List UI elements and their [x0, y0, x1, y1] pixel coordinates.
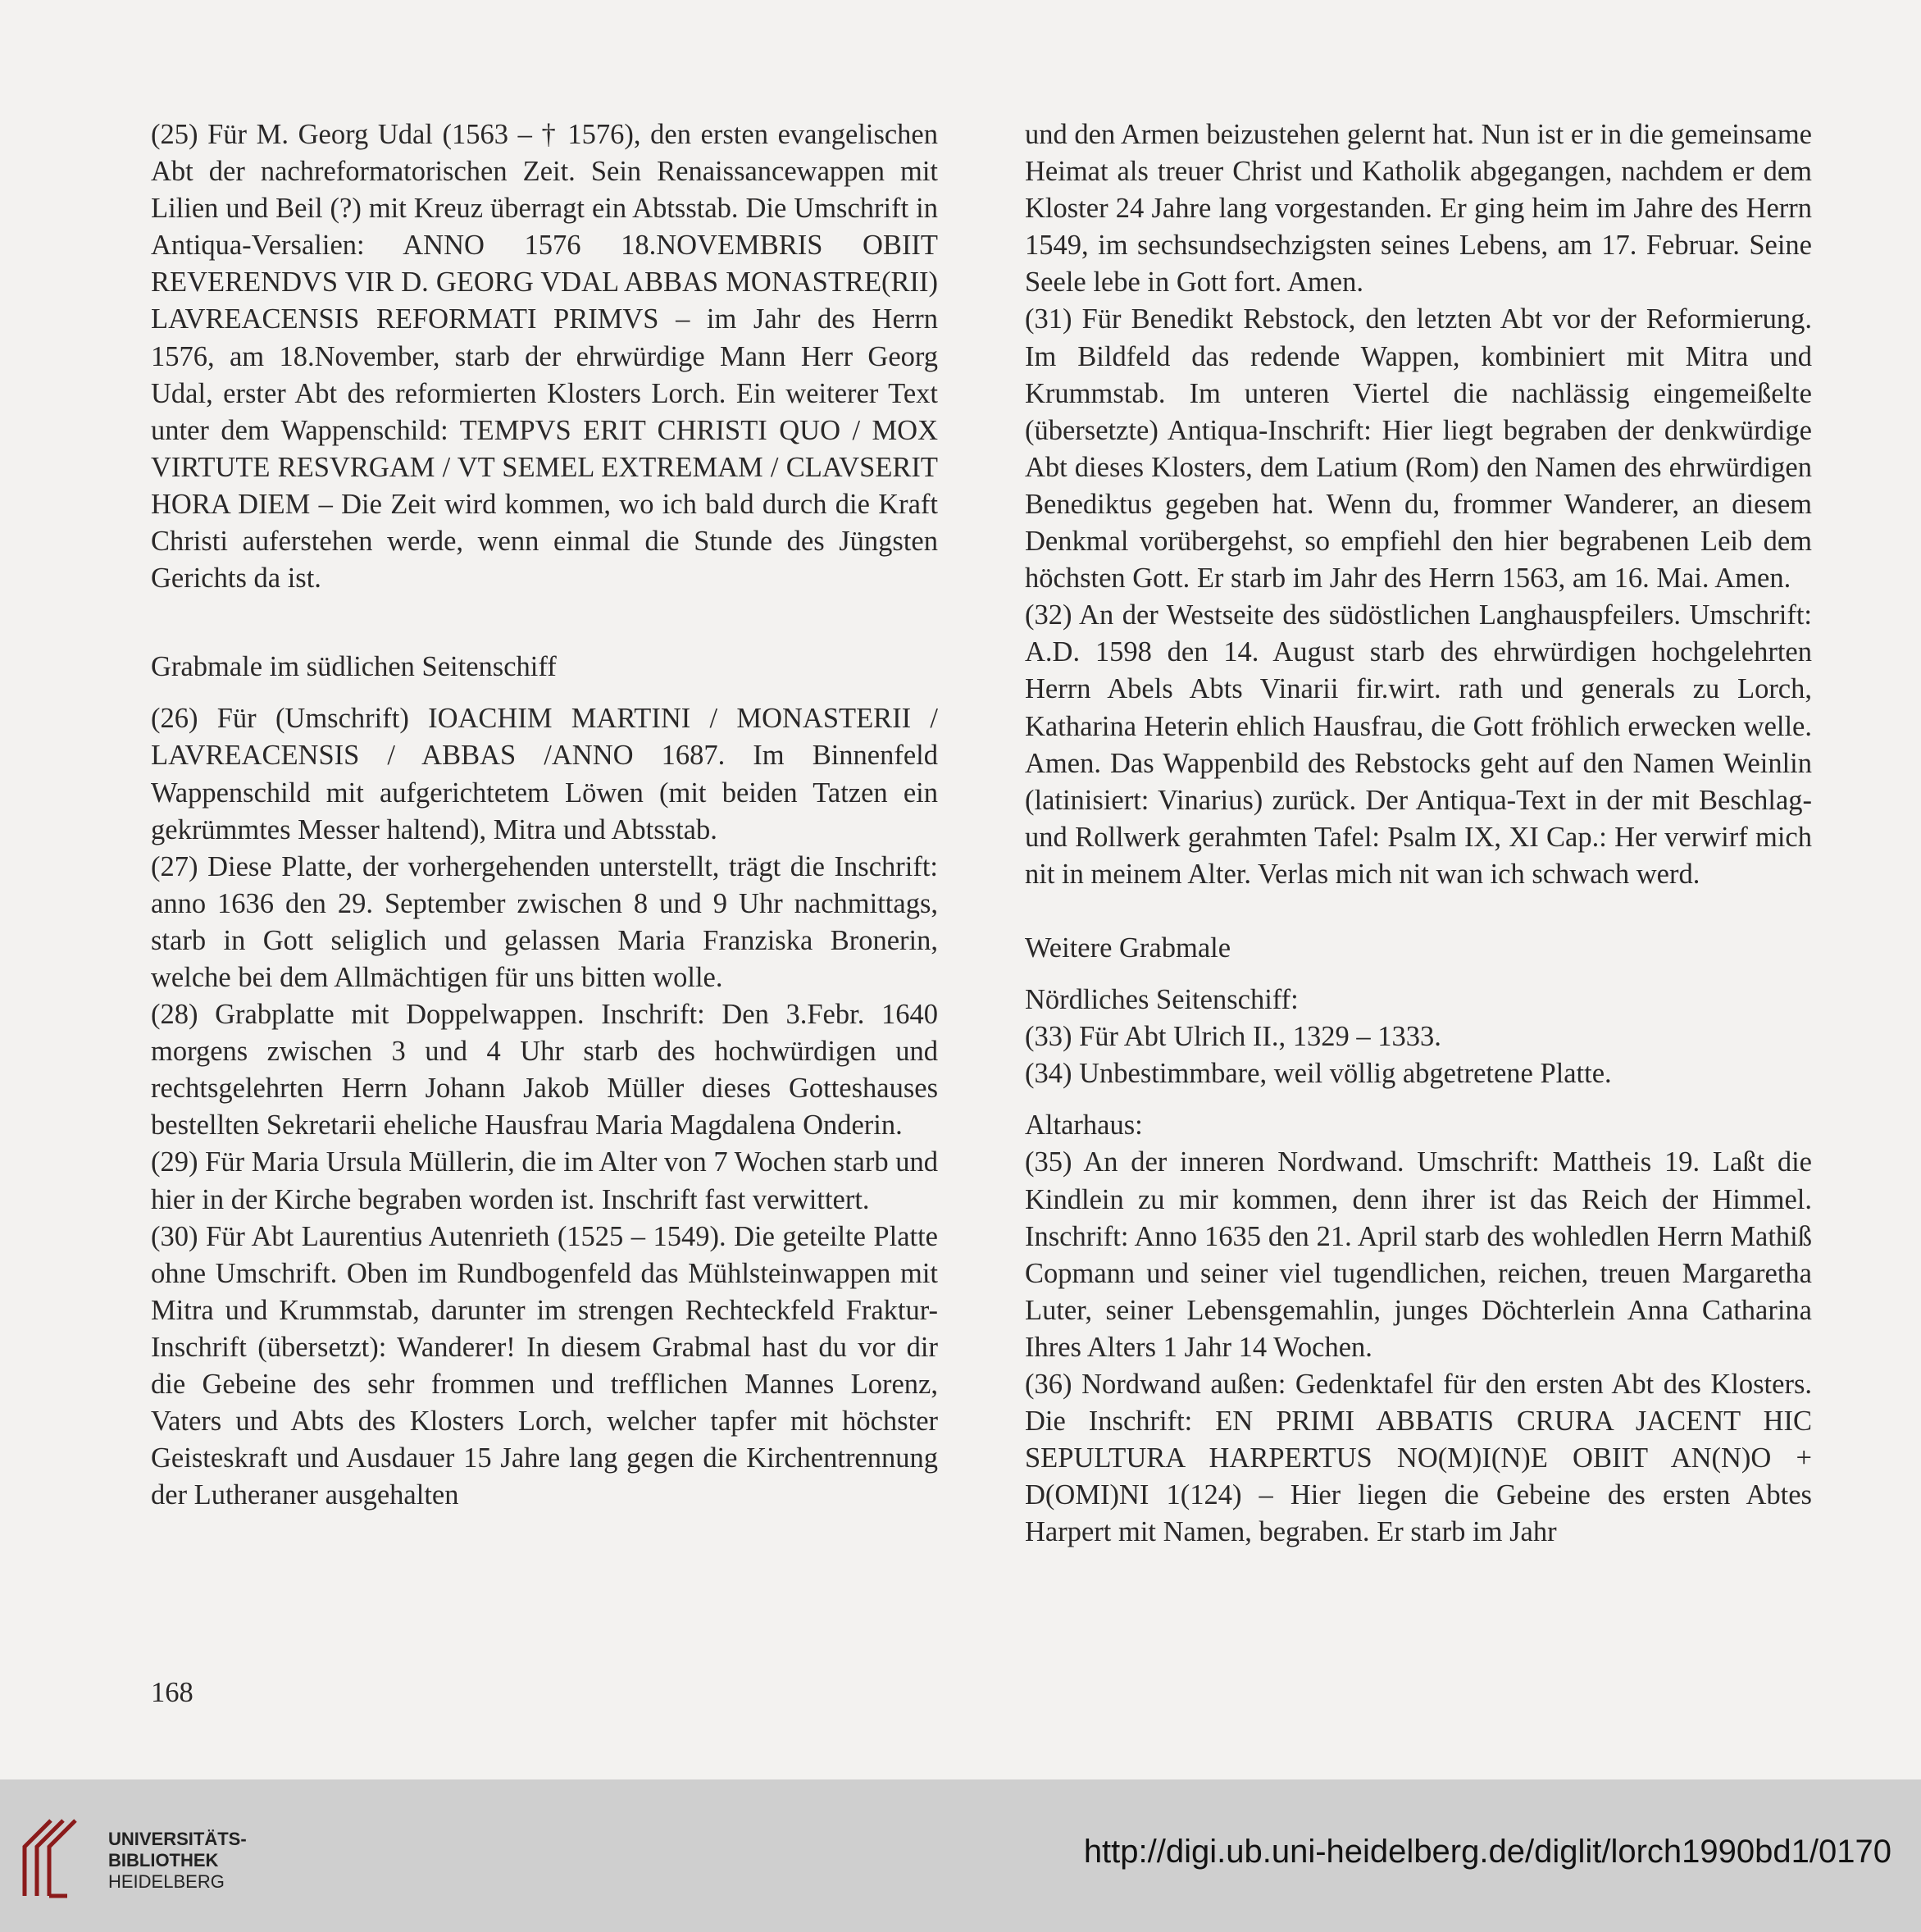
source-url-link[interactable]: http://digi.ub.uni-heidelberg.de/diglit/lorch1990bd1/0170 — [1083, 1834, 1891, 1870]
subheading-noerdliches-seitenschiff: Nördliches Seitenschiff: — [1025, 984, 1299, 1016]
paragraph-26: (26) Für (Umschrift) IOACHIM MARTINI / MONASTERII / LAVREACENSIS / ABBAS /ANNO 1687. Im Binnenfeld Wappenschild mit aufgerichtetem Löwen (mit beiden Tatzen ein gekrümmtes Messer haltend), Mitra und Abtsstab. — [151, 703, 938, 845]
paragraph-29: (29) Für Maria Ursula Müllerin, die im Alter von 7 Wochen starb und hier in der Kirche begraben worden ist. Inschrift fast verwittert. — [151, 1146, 938, 1215]
footer-bar — [0, 1779, 1921, 1932]
paragraph-27: (27) Diese Platte, der vorhergehenden unterstellt, trägt die Inschrift: anno 1636 den 29. September zwischen 8 und 9 Uhr nachmittags, starb in Gott seliglich und gelassen Maria Franziska Bronerin, welche bei dem Allmächtigen für uns bitten wolle. — [151, 850, 938, 993]
library-name-line-2: BIBLIOTHEK — [108, 1850, 219, 1870]
paragraph-32: (32) An der Westseite des südöstlichen Langhauspfeilers. Umschrift: A.D. 1598 den 14. August starb des ehrwürdigen hochgelehrten Herrn Abels Abts Vinarii fir.wirt. rath und generals zu Lorch, Katharina Heterin ehlich Hausfrau, die Gott fröhlich erwecken welle. Amen. Das Wappenbild des Rebstocks geht auf den Namen Weinlin (latinisiert: Vinarius) zurück. Der Antiqua-Text in der mit Beschlag- und Rollwerk gerahmten Tafel: Psalm IX, XI Cap.: Her verwirf mich nit in meinem Alter. Verlas mich nit wan ich schwach werd. — [1025, 599, 1812, 890]
paragraph-34: (34) Unbestimmbare, weil völlig abgetretene Platte. — [1025, 1058, 1612, 1090]
paragraph-36: (36) Nordwand außen: Gedenktafel für den ersten Abt des Klosters. Die Inschrift: EN PRIMI ABBATIS CRURA JACENT HIC SEPULTURA HARPERTUS NO(M)I(N)E OBIIT AN(N)O + D(OMI)NI 1(124) – Hier liegen die Gebeine des ersten Abtes Harpert mit Namen, begraben. Er starb im Jahr — [1025, 1369, 1812, 1548]
section-heading-suedliches-seitenschiff: Grabmale im südlichen Seitenschiff — [151, 651, 557, 683]
paragraph-28: (28) Grabplatte mit Doppelwappen. Inschrift: Den 3.Febr. 1640 morgens zwischen 3 und 4 Uhr starb des hochwürdigen und rechtsgelehrten Herrn Johann Jakob Müller dieses Gotteshauses bestellten Sekretarii eheliche Hausfrau Maria Magdalena Onderin. — [151, 999, 938, 1141]
right-column — [1025, 116, 1812, 1551]
library-name — [108, 1829, 247, 1893]
page-number: 168 — [151, 1677, 193, 1708]
section-heading-weitere-grabmale: Weitere Grabmale — [1025, 932, 1231, 964]
library-name-line-1: UNIVERSITÄTS- — [108, 1829, 247, 1849]
paragraph-33: (33) Für Abt Ulrich II., 1329 – 1333. — [1025, 1021, 1441, 1053]
paragraph-31: (31) Für Benedikt Rebstock, den letzten Abt vor der Reformierung. Im Bildfeld das redende Wappen, kombiniert mit Mitra und Krummstab. Im unteren Viertel die nachlässig eingemeißelte (übersetzte) Antiqua-Inschrift: Hier liegt begraben der denkwürdige Abt dieses Klosters, dem Latium (Rom) den Namen des ehrwürdigen Benediktus gegeben hat. Wenn du, frommer Wanderer, an diesem Denkmal vorübergehst, so empfiehl den hier begrabenen Leib dem höchsten Gott. Er starb im Jahr des Herrn 1563, am 16. Mai. Amen. — [1025, 303, 1812, 595]
subheading-altarhaus: Altarhaus: — [1025, 1110, 1143, 1141]
library-name-line-3: HEIDELBERG — [108, 1871, 225, 1892]
paragraph-30-continued: und den Armen beizustehen gelernt hat. Nun ist er in die gemeinsame Heimat als treuer Christ und Katholik abgegangen, nachdem er dem Kloster 24 Jahre lang vorgestanden. Er ging heim im Jahre des Herrn 1549, im sechsundsechzigsten seines Lebens, am 17. Februar. Seine Seele lebe in Gott fort. Amen. — [1025, 119, 1812, 298]
left-column — [151, 116, 938, 1514]
library-logo-icon — [18, 1814, 100, 1904]
paragraph-30: (30) Für Abt Laurentius Autenrieth (1525 – 1549). Die geteilte Platte ohne Umschrift. Oben im Rundbogenfeld das Mühlsteinwappen mit Mitra und Krummstab, darunter im strengen Rechteckfeld Fraktur-Inschrift (übersetzt): Wanderer! In diesem Grabmal hast du vor dir die Gebeine des sehr frommen und trefflichen Mannes Lorenz, Vaters und Abts des Klosters Lorch, welcher tapfer mit höchster Geisteskraft und Ausdauer 15 Jahre lang gegen die Kirchentrennung der Lutheraner ausgehalten — [151, 1220, 938, 1511]
paragraph-25: (25) Für M. Georg Udal (1563 – † 1576), den ersten evangelischen Abt der nachreformatorischen Zeit. Sein Renaissancewappen mit Lilien und Beil (?) mit Kreuz überragt ein Abtsstab. Die Umschrift in Antiqua-Versalien: ANNO 1576 18.NOVEMBRIS OBIIT REVERENDVS VIR D. GEORG VDAL ABBAS MONASTRE(RII) LAVREACENSIS REFORMATI PRIMVS – im Jahr des Herrn 1576, am 18.November, starb der ehrwürdige Mann Herr Georg Udal, erster Abt des reformierten Klosters Lorch. Ein weiterer Text unter dem Wappenschild: TEMPVS ERIT CHRISTI QUO / MOX VIRTUTE RESVRGAM / VT SEMEL EXTREMAM / CLAVSERIT HORA DIEM – Die Zeit wird kommen, wo ich bald durch die Kraft Christi auferstehen werde, wenn einmal die Stunde des Jüngsten Gerichts da ist. — [151, 119, 938, 595]
paragraph-35: (35) An der inneren Nordwand. Umschrift: Mattheis 19. Laßt die Kindlein zu mir kommen, denn ihrer ist das Reich der Himmel. Inschrift: Anno 1635 den 21. April starb des wohledlen Herrn Mathiß Copmann und seiner viel tugendlichen, reichen, treuen Margaretha Luter, seiner Lebensgemahlin, junges Döchterlein Anna Catharina Ihres Alters 1 Jahr 14 Wochen. — [1025, 1146, 1812, 1363]
